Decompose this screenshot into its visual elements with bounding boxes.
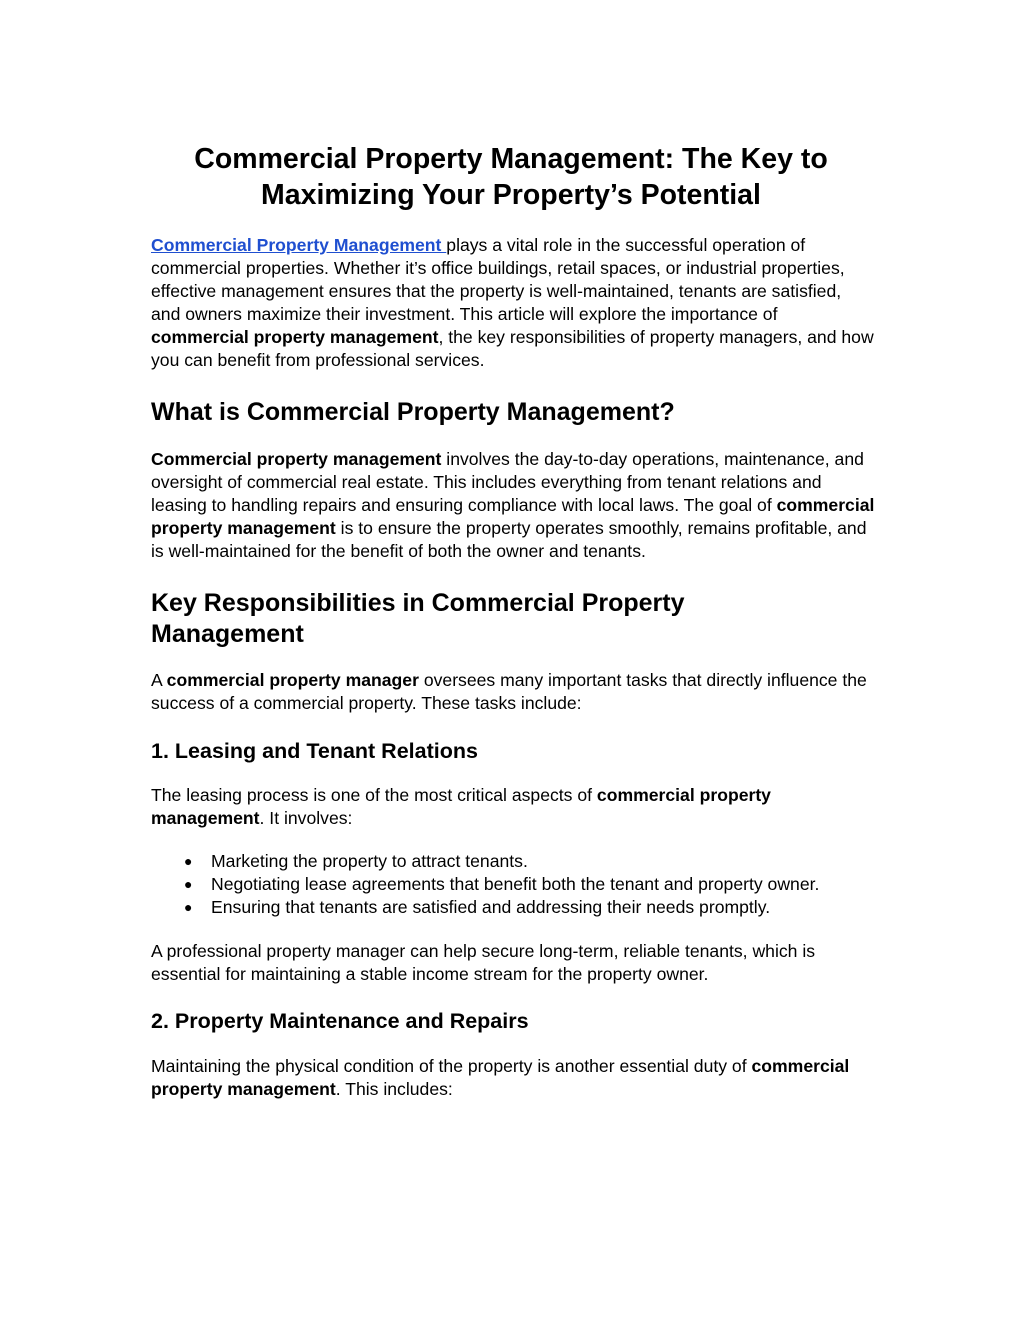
sub1-text-a: The leasing process is one of the most critical aspects of (151, 785, 597, 805)
section2-paragraph (151, 669, 871, 715)
section2-text-a: A (151, 670, 167, 690)
subheading-leasing: 1. Leasing and Tenant Relations (151, 739, 478, 763)
section1-text-a: involves the day-to-day operations, maintenance, and oversight of commercial real estate. This includes everything from tenant relations and leasing to handling repairs and ensuring compliance with local laws. The goal of (151, 449, 864, 515)
sub2-text-a: Maintaining the physical condition of the property is another essential duty of (151, 1056, 752, 1076)
section1-bold-b: commercial property management (151, 495, 875, 538)
sub2-text-b: . This includes: (335, 1079, 453, 1099)
intro-paragraph (151, 234, 875, 372)
leasing-bullet-list (151, 850, 851, 919)
list-item (151, 850, 851, 873)
list-item-text: Marketing the property to attract tenants. (211, 851, 528, 871)
intro-text-a: plays a vital role in the successful operation of commercial properties. Whether it’s office buildings, retail spaces, or industrial properties, effective management ensures that the property is well-maintained, tenants are satisfied, and owners maximize their investment. This article will explore the importance of (151, 235, 845, 324)
section-heading-what-is: What is Commercial Property Management? (151, 398, 675, 426)
sub2-paragraph (151, 1055, 851, 1101)
section2-heading-line-1: Key Responsibilities in Commercial Property (151, 589, 685, 617)
section2-bold: commercial property manager (166, 670, 419, 690)
list-item-text: Ensuring that tenants are satisfied and addressing their needs promptly. (211, 897, 771, 917)
section2-text-b: oversees many important tasks that directly influence the success of a commercial property. These tasks include: (151, 670, 867, 713)
sub1-closing-paragraph: A professional property manager can help secure long-term, reliable tenants, which is essential for maintaining a stable income stream for the property owner. (151, 941, 816, 984)
sub1-text-b: . It involves: (259, 808, 353, 828)
document-page (151, 141, 881, 1101)
bullet-icon: ● (184, 876, 193, 892)
bullet-icon: ● (184, 853, 193, 869)
title-line-1: Commercial Property Management: The Key to (194, 143, 828, 175)
sub1-bold: commercial property management (151, 785, 771, 828)
bullet-icon: ● (184, 899, 193, 915)
document-title (151, 141, 871, 213)
sub2-bold: commercial property management (151, 1056, 850, 1099)
section1-bold-a: Commercial property management (151, 449, 442, 469)
intro-bold: commercial property management (151, 327, 439, 347)
commercial-property-management-link[interactable]: Commercial Property Management (151, 235, 447, 255)
list-item (151, 873, 851, 896)
subheading-maintenance: 2. Property Maintenance and Repairs (151, 1009, 529, 1033)
intro-text-b: , the key responsibilities of property managers, and how you can benefit from professional services. (151, 327, 874, 370)
section1-text-b: is to ensure the property operates smoothly, remains profitable, and is well-maintained for the benefit of both the owner and tenants. (151, 518, 867, 561)
sub1-paragraph (151, 784, 875, 830)
section1-paragraph (151, 448, 875, 563)
section2-heading-line-2: Management (151, 620, 304, 648)
section-heading-key-responsibilities (151, 588, 881, 650)
title-line-2: Maximizing Your Property’s Potential (261, 179, 761, 211)
list-item (151, 896, 851, 919)
list-item-text: Negotiating lease agreements that benefit both the tenant and property owner. (211, 874, 820, 894)
